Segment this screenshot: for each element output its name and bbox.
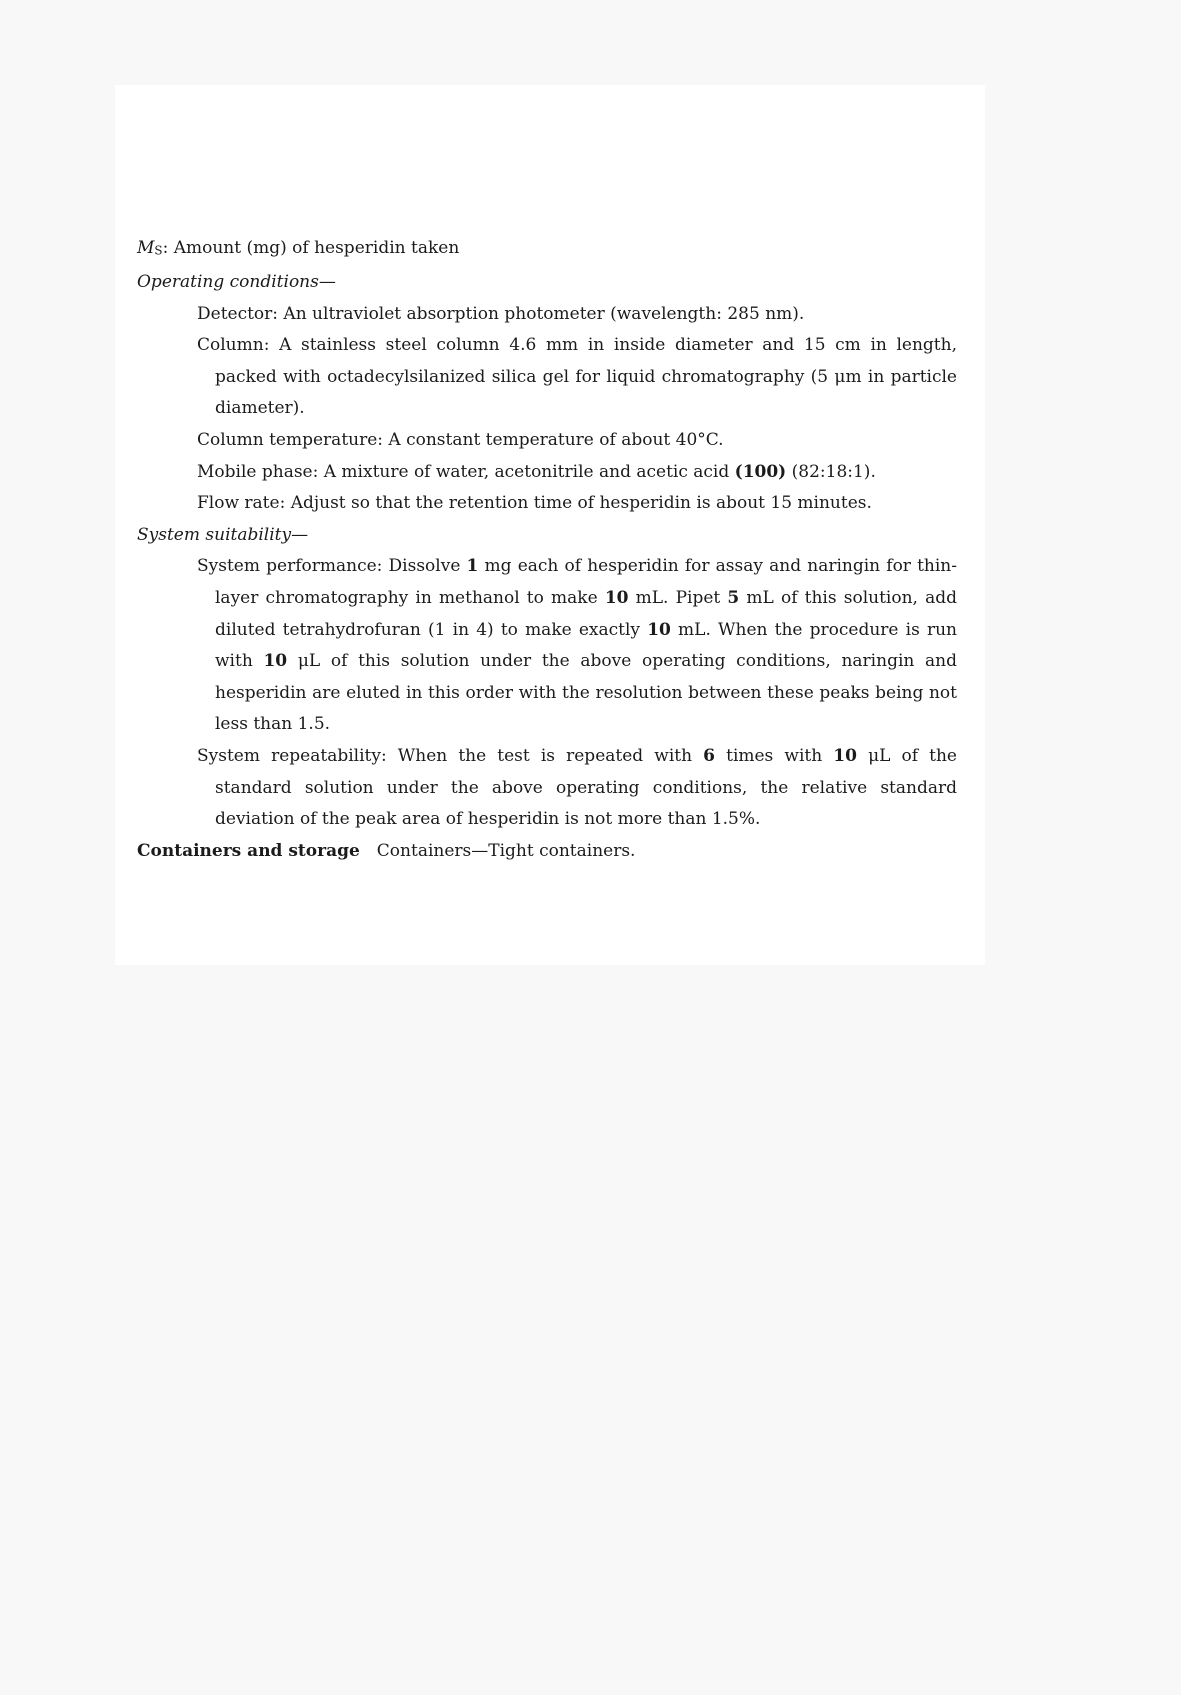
text-segment: (82:18:1). xyxy=(786,461,876,482)
text-segment: mL of this solution, add diluted tetrahydrofuran (1 in 4) to make exactly xyxy=(215,587,957,640)
operating-conditions-heading: Operating conditions— xyxy=(137,272,336,293)
text-segment: μL of the standard solution under the above operating conditions, the relative standard deviation of the peak area of hesperidin is not more than 1.5%. xyxy=(215,745,957,830)
text-segment: 10 xyxy=(647,619,671,640)
column-line: Column: A stainless steel column 4.6 mm in inside diameter and 15 cm in length, packed with octadecylsilanized silica gel for liquid chromatography (5 μm in particle diameter). xyxy=(197,335,957,419)
text-segment: μL of this solution under the above operating conditions, naringin and hesperidin are eluted in this order with the resolution between these peaks being not less than 1.5. xyxy=(215,651,957,735)
text-segment: times with xyxy=(715,745,834,766)
text-segment: System repeatability: When the test is repeated with xyxy=(197,745,704,766)
text-segment: S xyxy=(154,243,163,258)
text-segment: 10 xyxy=(604,587,629,608)
flow-rate-line: Flow rate: Adjust so that the retention time of hesperidin is about 15 minutes. xyxy=(197,493,872,514)
text-segment: 10 xyxy=(263,651,288,672)
text-segment: (100) xyxy=(734,461,787,482)
text-segment: 1 xyxy=(466,556,479,577)
text-segment: Containers and storage xyxy=(137,840,360,861)
text-segment: 10 xyxy=(833,745,857,766)
text-segment: mL. Pipet xyxy=(628,587,728,608)
text-segment: mL. When the procedure is run with xyxy=(215,619,957,672)
text-segment: Mobile phase: A mixture of water, acetonitrile and acetic acid xyxy=(197,461,735,482)
text-segment: System performance: Dissolve xyxy=(197,556,467,577)
mobile-phase-line xyxy=(137,457,957,489)
text-segment: mg each of hesperidin for assay and naringin for thin-layer chromatography in methanol to make xyxy=(215,556,957,608)
ms-definition-line xyxy=(137,233,957,267)
text-segment: 6 xyxy=(703,745,715,766)
document-page xyxy=(115,85,985,965)
text-segment: M xyxy=(137,238,155,258)
system-performance-paragraph xyxy=(137,551,957,741)
text-segment: Containers—Tight containers. xyxy=(359,840,636,861)
text-segment: 5 xyxy=(727,587,740,608)
detector-line: Detector: An ultraviolet absorption photometer (wavelength: 285 nm). xyxy=(197,303,805,324)
system-suitability-heading: System suitability— xyxy=(137,524,309,545)
column-temperature-line: Column temperature: A constant temperature of about 40°C. xyxy=(197,429,724,450)
containers-and-storage-line xyxy=(137,836,957,868)
system-repeatability-paragraph xyxy=(137,741,957,836)
text-segment: : Amount (mg) of hesperidin taken xyxy=(162,238,460,258)
page-content xyxy=(115,85,985,867)
